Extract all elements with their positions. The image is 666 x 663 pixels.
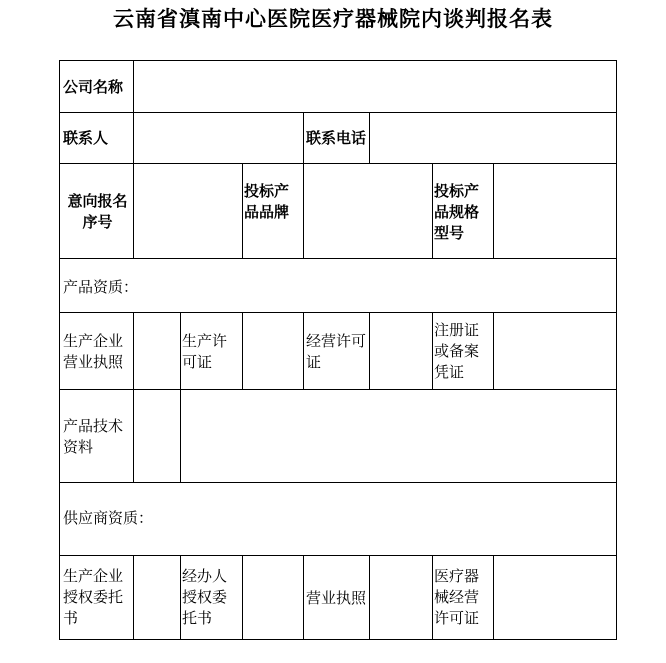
manufacturer-authorization-label: 生产企业 授权委托 书	[63, 567, 124, 627]
col-divider	[242, 312, 243, 390]
contact-phone-input[interactable]	[371, 114, 615, 162]
col-divider	[133, 389, 134, 483]
col-divider	[493, 555, 494, 640]
col-divider	[369, 312, 370, 390]
product-brand-input[interactable]	[305, 165, 431, 257]
registration-certificate-cell[interactable]	[495, 314, 615, 388]
company-name-label: 公司名称	[63, 78, 124, 96]
agent-authorization-cell[interactable]	[244, 557, 302, 638]
table-border-right	[616, 61, 617, 640]
tech-docs-cell-small[interactable]	[135, 391, 179, 481]
operation-permit-cell[interactable]	[371, 314, 431, 388]
col-divider	[303, 112, 304, 164]
product-spec-label: 投标产 品规格 型号	[434, 182, 480, 242]
col-divider	[133, 61, 134, 113]
col-divider	[493, 163, 494, 259]
col-divider	[303, 163, 304, 259]
col-divider	[369, 555, 370, 640]
col-divider	[242, 555, 243, 640]
supplier-business-license-cell[interactable]	[371, 557, 431, 638]
product-qualification-heading: 产品资质：	[63, 278, 139, 296]
col-divider	[242, 163, 243, 259]
col-divider	[303, 555, 304, 640]
company-name-input[interactable]	[135, 62, 615, 111]
col-divider	[133, 112, 134, 164]
production-permit-label: 生产许 可证	[182, 332, 228, 371]
business-license-cell[interactable]	[135, 314, 179, 388]
product-spec-input[interactable]	[495, 165, 615, 257]
col-divider	[133, 312, 134, 390]
page-title: 云南省滇南中心医院医疗器械院内谈判报名表	[113, 6, 553, 31]
manufacturer-authorization-cell[interactable]	[135, 557, 179, 638]
row-divider	[60, 555, 617, 556]
row-divider	[60, 639, 617, 640]
col-divider	[369, 112, 370, 164]
col-divider	[432, 555, 433, 640]
contact-person-label: 联系人	[63, 129, 109, 147]
agent-authorization-label: 经办人 授权委 托书	[182, 567, 228, 627]
device-operation-permit-label: 医疗器 械经营 许可证	[434, 567, 480, 627]
row-divider	[60, 482, 617, 483]
contact-phone-label: 联系电话	[306, 129, 367, 147]
col-divider	[432, 163, 433, 259]
production-permit-cell[interactable]	[244, 314, 302, 388]
col-divider	[133, 163, 134, 259]
row-divider	[60, 258, 617, 259]
supplier-business-license-label: 营业执照	[306, 589, 367, 607]
contact-person-input[interactable]	[135, 114, 302, 162]
registration-seq-input[interactable]	[135, 165, 241, 257]
tech-docs-label: 产品技术 资料	[63, 417, 124, 456]
product-brand-label: 投标产 品品牌	[244, 182, 290, 221]
operation-permit-label: 经营许可 证	[306, 332, 367, 371]
business-license-label: 生产企业 营业执照	[63, 332, 124, 371]
device-operation-permit-cell[interactable]	[495, 557, 615, 638]
row-divider	[60, 312, 617, 313]
col-divider	[180, 389, 181, 483]
registration-certificate-label: 注册证 或备案 凭证	[434, 321, 480, 381]
col-divider	[133, 555, 134, 640]
col-divider	[432, 312, 433, 390]
tech-docs-cell[interactable]	[182, 391, 615, 481]
supplier-qualification-heading: 供应商资质：	[63, 509, 154, 527]
registration-form-table	[59, 60, 617, 640]
col-divider	[303, 312, 304, 390]
row-divider	[60, 112, 617, 113]
col-divider	[493, 312, 494, 390]
row-divider	[60, 163, 617, 164]
row-divider	[60, 389, 617, 390]
registration-seq-label: 意向报名 序号	[67, 192, 128, 231]
col-divider	[180, 555, 181, 640]
col-divider	[180, 312, 181, 390]
